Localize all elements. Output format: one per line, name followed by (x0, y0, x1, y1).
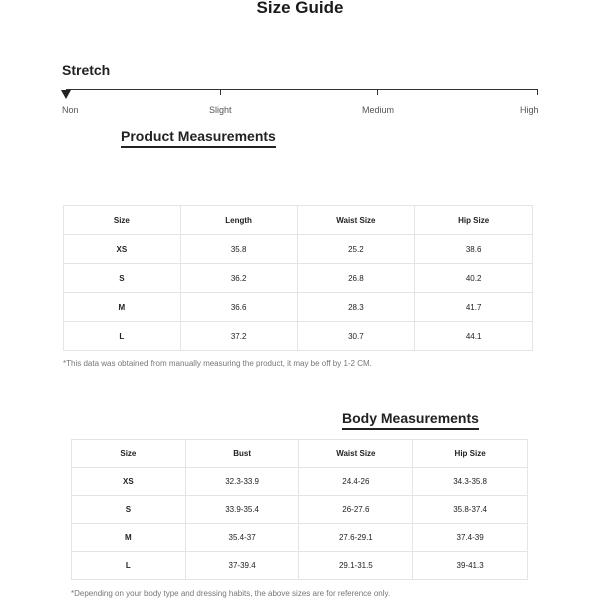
stretch-pointer-icon (61, 90, 71, 99)
table-cell: 40.2 (415, 264, 533, 293)
table-cell: 36.2 (180, 264, 297, 293)
table-cell: 25.2 (297, 235, 415, 264)
table-header-row (72, 440, 528, 468)
body-measurements-table (71, 439, 528, 580)
table-cell: 24.4-26 (299, 468, 413, 496)
size-cell: L (72, 552, 186, 580)
table-cell: 35.8 (180, 235, 297, 264)
size-cell: M (72, 524, 186, 552)
table-row (72, 552, 528, 580)
table-cell: 27.6-29.1 (299, 524, 413, 552)
size-cell: XS (64, 235, 181, 264)
table-row (72, 496, 528, 524)
stretch-level-slight: Slight (209, 105, 232, 115)
table-cell: 32.3-33.9 (185, 468, 299, 496)
size-cell: XS (72, 468, 186, 496)
column-header: Size (72, 440, 186, 468)
size-cell: S (72, 496, 186, 524)
column-header: Size (64, 206, 181, 235)
column-header: Hip Size (415, 206, 533, 235)
table-header-row (64, 206, 533, 235)
table-cell: 34.3-35.8 (413, 468, 528, 496)
stretch-level-medium: Medium (362, 105, 395, 115)
table-row (72, 468, 528, 496)
column-header: Length (180, 206, 297, 235)
stretch-tick (220, 89, 221, 95)
table-cell: 44.1 (415, 322, 533, 351)
column-header: Bust (185, 440, 299, 468)
stretch-label: Stretch (62, 62, 111, 78)
table-row (64, 293, 533, 322)
table-row (72, 524, 528, 552)
table-cell: 35.8-37.4 (413, 496, 528, 524)
body-measurements-heading: Body Measurements (342, 410, 479, 430)
page-title: Size Guide (256, 0, 344, 17)
table-cell: 37.4-39 (413, 524, 528, 552)
table-cell: 29.1-31.5 (299, 552, 413, 580)
table-row (64, 264, 533, 293)
product-measurements-heading: Product Measurements (121, 128, 276, 148)
table-cell: 37.2 (180, 322, 297, 351)
stretch-level-non: Non (62, 105, 79, 115)
column-header: Waist Size (299, 440, 413, 468)
stretch-scale-track (66, 89, 538, 90)
size-cell: S (64, 264, 181, 293)
table-row (64, 235, 533, 264)
body-measurements-note: *Depending on your body type and dressing habits, the above sizes are for reference only. (71, 589, 391, 598)
product-measurements-table (63, 205, 533, 351)
size-cell: L (64, 322, 181, 351)
table-cell: 26-27.6 (299, 496, 413, 524)
stretch-tick (377, 89, 378, 95)
table-cell: 41.7 (415, 293, 533, 322)
product-measurements-note: *This data was obtained from manually measuring the product, it may be off by 1-2 CM. (63, 359, 372, 368)
table-cell: 26.8 (297, 264, 415, 293)
column-header: Hip Size (413, 440, 528, 468)
table-cell: 36.6 (180, 293, 297, 322)
stretch-level-high: High (520, 105, 539, 115)
table-cell: 28.3 (297, 293, 415, 322)
table-cell: 30.7 (297, 322, 415, 351)
table-cell: 39-41.3 (413, 552, 528, 580)
size-cell: M (64, 293, 181, 322)
table-cell: 33.9-35.4 (185, 496, 299, 524)
stretch-tick (537, 89, 538, 95)
table-row (64, 322, 533, 351)
column-header: Waist Size (297, 206, 415, 235)
table-cell: 38.6 (415, 235, 533, 264)
table-cell: 35.4-37 (185, 524, 299, 552)
table-cell: 37-39.4 (185, 552, 299, 580)
